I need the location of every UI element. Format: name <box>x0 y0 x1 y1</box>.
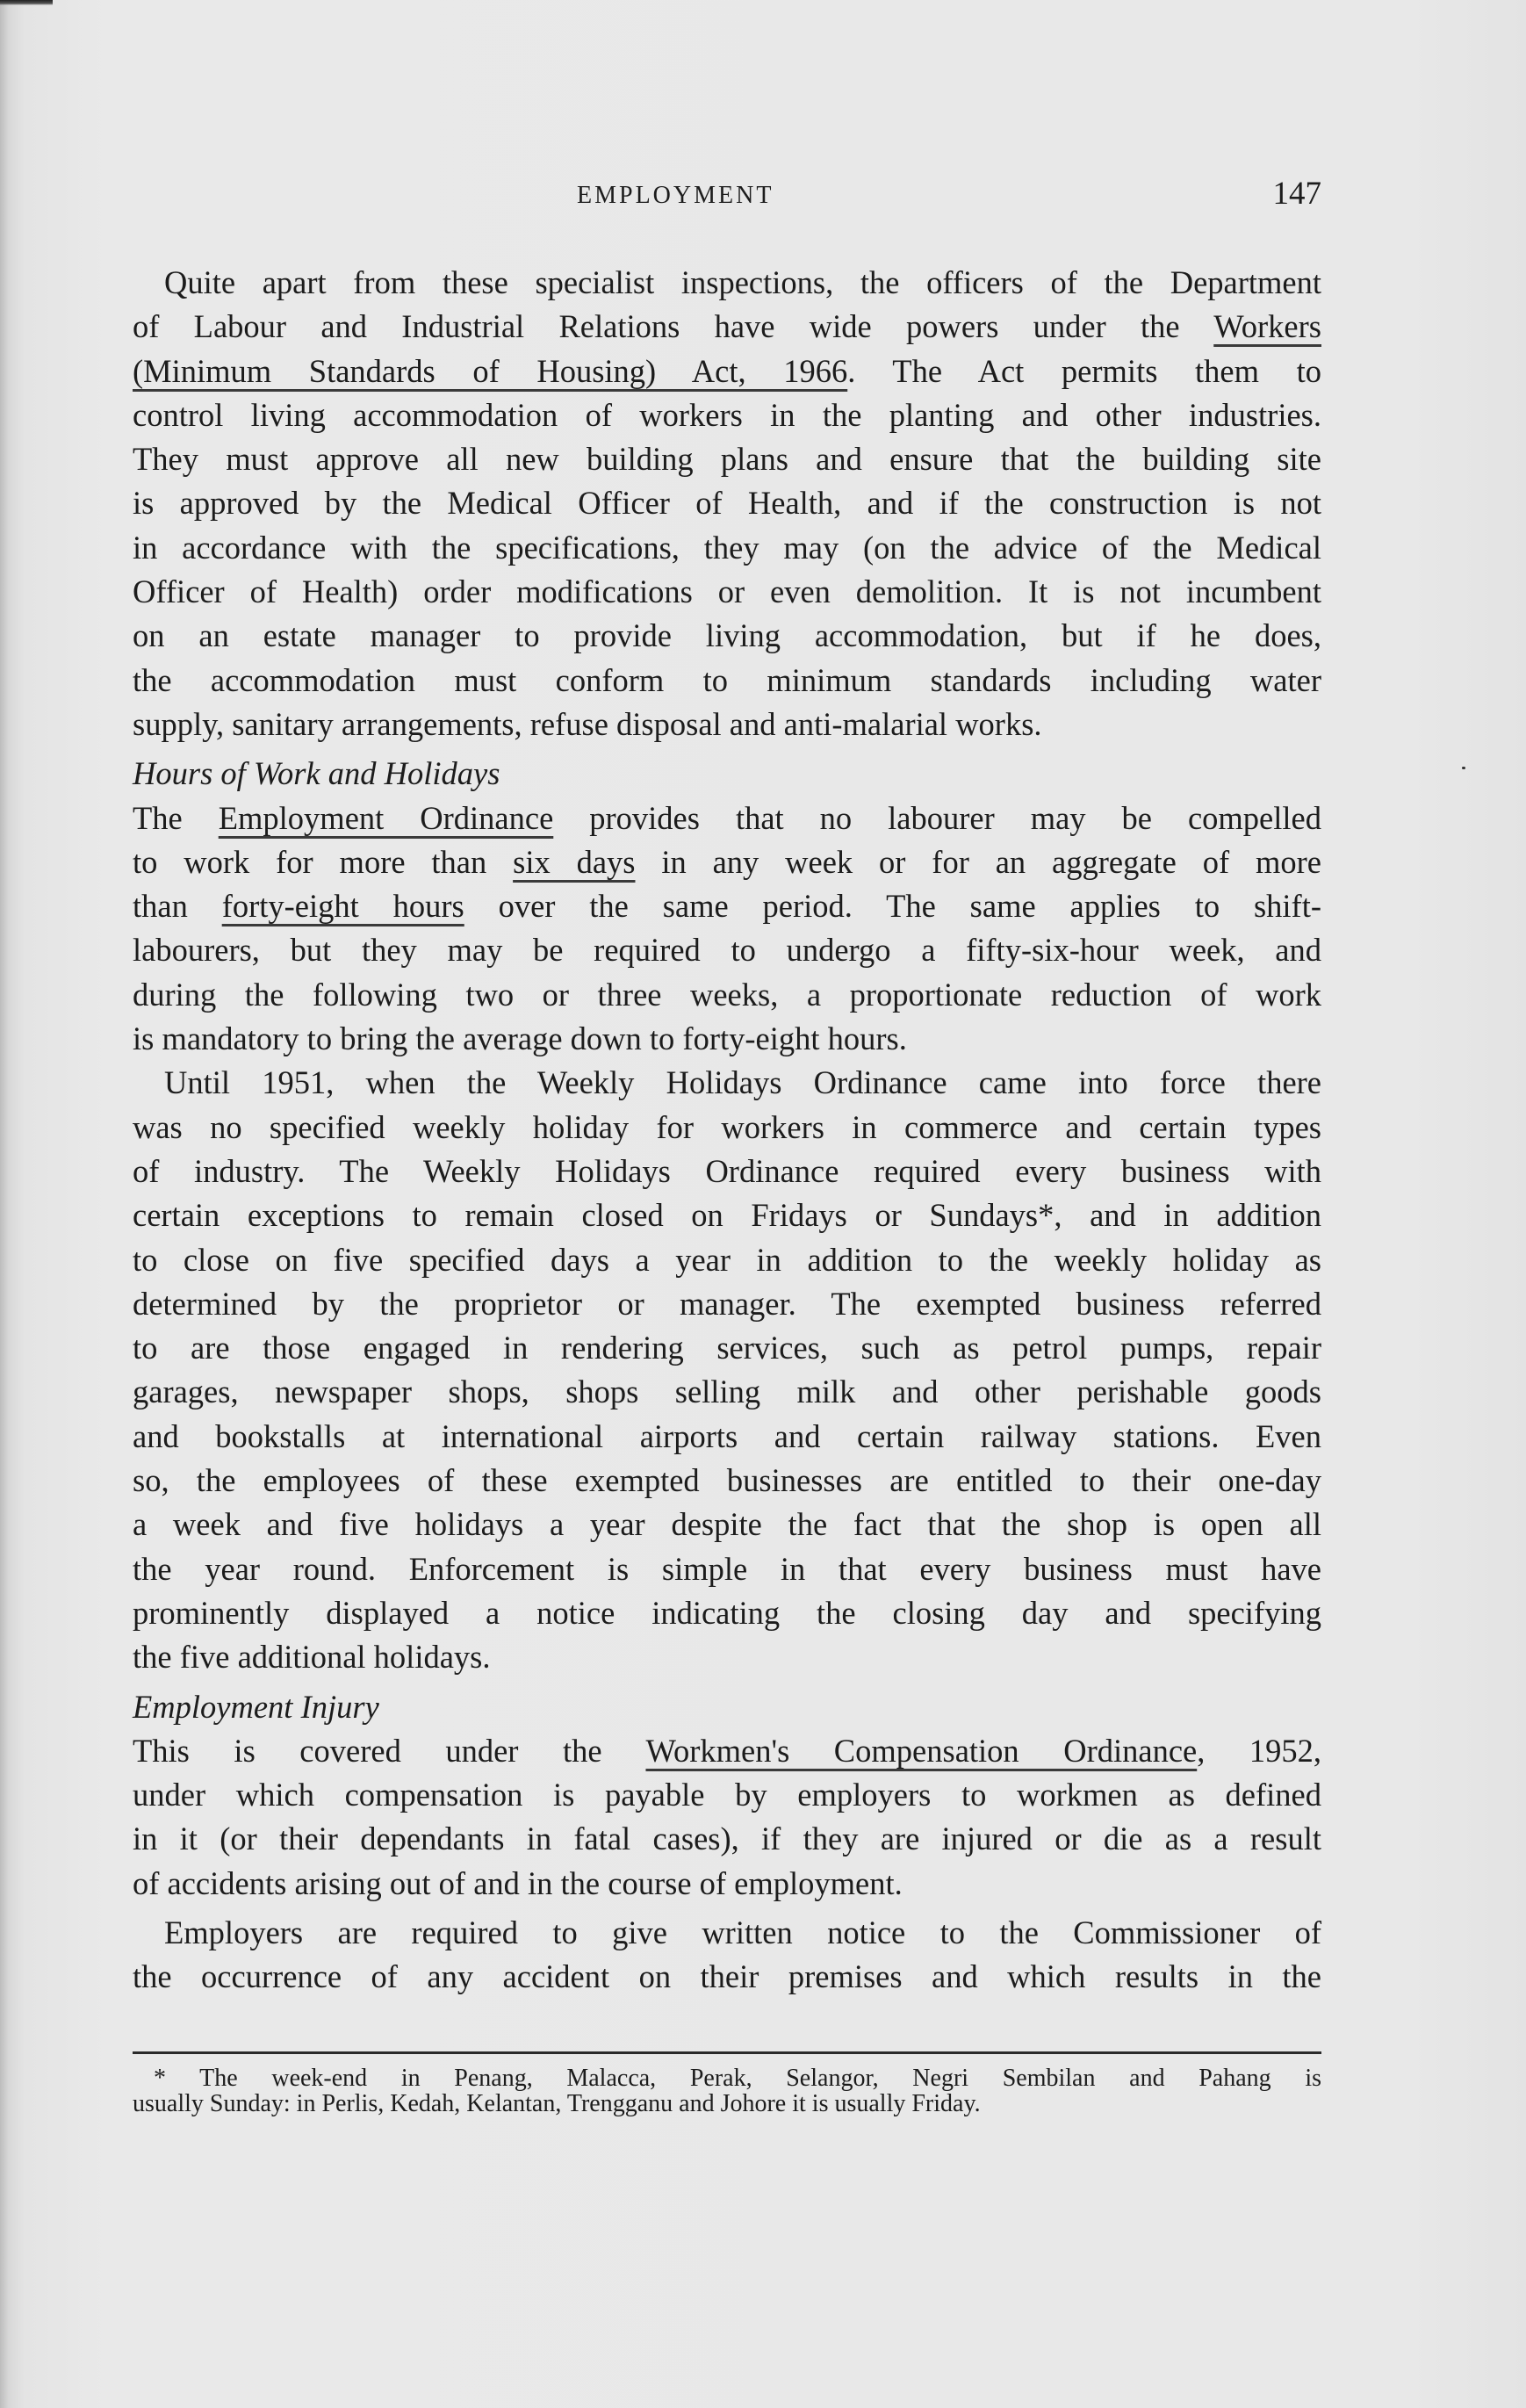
page-edge-shadow <box>0 0 53 5</box>
underlined-reference: six days <box>513 843 636 880</box>
text-line: certain exceptions to remain closed on Fridays or Sundays*, and in addition <box>133 1197 1321 1234</box>
paragraph-workmens-compensation <box>133 1729 1321 1906</box>
paragraph-employment-ordinance <box>133 797 1321 1062</box>
text-line: on an estate manager to provide living accommodation, but if he does, <box>133 617 1321 654</box>
running-title: EMPLOYMENT <box>577 182 774 209</box>
text-line: prominently displayed a notice indicating the closing day and specifying <box>133 1594 1321 1631</box>
body-text <box>133 261 1321 2000</box>
text-line: a week and five holidays a year despite the fact that the shop is open all <box>133 1506 1321 1543</box>
text-line: in accordance with the specifications, they may (on the advice of the Medical <box>133 529 1321 566</box>
text-line: is mandatory to bring the average down to forty-eight hours. <box>133 1020 907 1057</box>
underlined-reference: forty-eight hours <box>221 888 464 925</box>
text-line: than forty-eight hours over the same period. The same applies to shift- <box>133 888 1321 925</box>
text-line: Until 1951, when the Weekly Holidays Ordinance came into force there <box>164 1064 1321 1101</box>
text-line: determined by the proprietor or manager. The exempted business referred <box>133 1285 1321 1322</box>
text-line: supply, sanitary arrangements, refuse disposal and anti-malarial works. <box>133 705 1042 742</box>
page-number: 147 <box>1272 176 1321 212</box>
underlined-reference: Workers <box>1213 308 1321 345</box>
text-line: and bookstalls at international airports and certain railway stations. Even <box>133 1417 1321 1454</box>
text-line: under which compensation is payable by employers to workmen as defined <box>133 1777 1321 1813</box>
text-line: (Minimum Standards of Housing) Act, 1966. The Act permits them to <box>133 352 1321 389</box>
text-line: to close on five specified days a year in addition to the weekly holiday as <box>133 1241 1321 1278</box>
underlined-reference: Employment Ordinance <box>218 799 554 836</box>
section-heading-injury: Employment Injury <box>133 1688 379 1725</box>
underlined-reference: (Minimum Standards of Housing) Act, 1966 <box>133 352 848 389</box>
footnote-rule <box>133 2051 1321 2054</box>
text-line: the accommodation must conform to minimum standards including water <box>133 661 1321 698</box>
running-head <box>133 178 1321 213</box>
text-line: is approved by the Medical Officer of Health, and if the construction is not <box>133 485 1321 522</box>
text-line: * The week-end in Penang, Malacca, Perak, Selangor, Negri Sembilan and Pahang is <box>154 2065 1321 2092</box>
text-line: to work for more than six days in any week or for an aggregate of more <box>133 843 1322 880</box>
text-line: The Employment Ordinance provides that no labourer may be compelled <box>133 799 1321 836</box>
dust-speck <box>1462 767 1465 769</box>
underlined-reference: Workmen's Compensation Ordinance <box>645 1732 1198 1769</box>
text-line: This is covered under the Workmen's Compensation Ordinance, 1952, <box>133 1732 1322 1769</box>
footnote <box>133 2066 1321 2116</box>
text-line: labourers, but they may be required to undergo a fifty-six-hour week, and <box>133 932 1321 969</box>
text-line: the occurrence of any accident on their premises and which results in the <box>133 1958 1321 1995</box>
section-heading-hours: Hours of Work and Holidays <box>133 755 500 792</box>
text-line: garages, newspaper shops, shops selling milk and other perishable goods <box>133 1373 1321 1410</box>
text-line: usually Sunday: in Perlis, Kedah, Kelantan, Trengganu and Johore it is usually Friday. <box>133 2090 981 2117</box>
text-line: of accidents arising out of and in the course of employment. <box>133 1864 903 1901</box>
text-line: in it (or their dependants in fatal cases), if they are injured or die as a result <box>133 1820 1321 1857</box>
text-line: during the following two or three weeks, a proportionate reduction of work <box>133 976 1321 1013</box>
text-line: Employers are required to give written notice to the Commissioner of <box>164 1914 1321 1950</box>
text-line: the five additional holidays. <box>133 1639 491 1676</box>
text-line: Officer of Health) order modifications or even demolition. It is not incumbent <box>133 573 1321 610</box>
text-line: They must approve all new building plans and ensure that the building site <box>133 441 1321 478</box>
text-line: was no specified weekly holiday for workers in commerce and certain types <box>133 1108 1321 1145</box>
text-line: the year round. Enforcement is simple in that every business must have <box>133 1550 1321 1587</box>
text-line: of Labour and Industrial Relations have wide powers under the Workers <box>133 308 1321 345</box>
text-line: of industry. The Weekly Holidays Ordinance required every business with <box>133 1152 1321 1189</box>
text-line: control living accommodation of workers in the planting and other industries. <box>133 396 1321 433</box>
paragraph-housing <box>133 261 1321 746</box>
text-line: so, the employees of these exempted businesses are entitled to their one-day <box>133 1462 1321 1499</box>
paragraph-accident-notice <box>133 1911 1321 2000</box>
text-line: Quite apart from these specialist inspections, the officers of the Department <box>164 264 1321 300</box>
paragraph-weekly-holidays <box>133 1061 1321 1679</box>
text-line: to are those engaged in rendering services, such as petrol pumps, repair <box>133 1330 1321 1366</box>
